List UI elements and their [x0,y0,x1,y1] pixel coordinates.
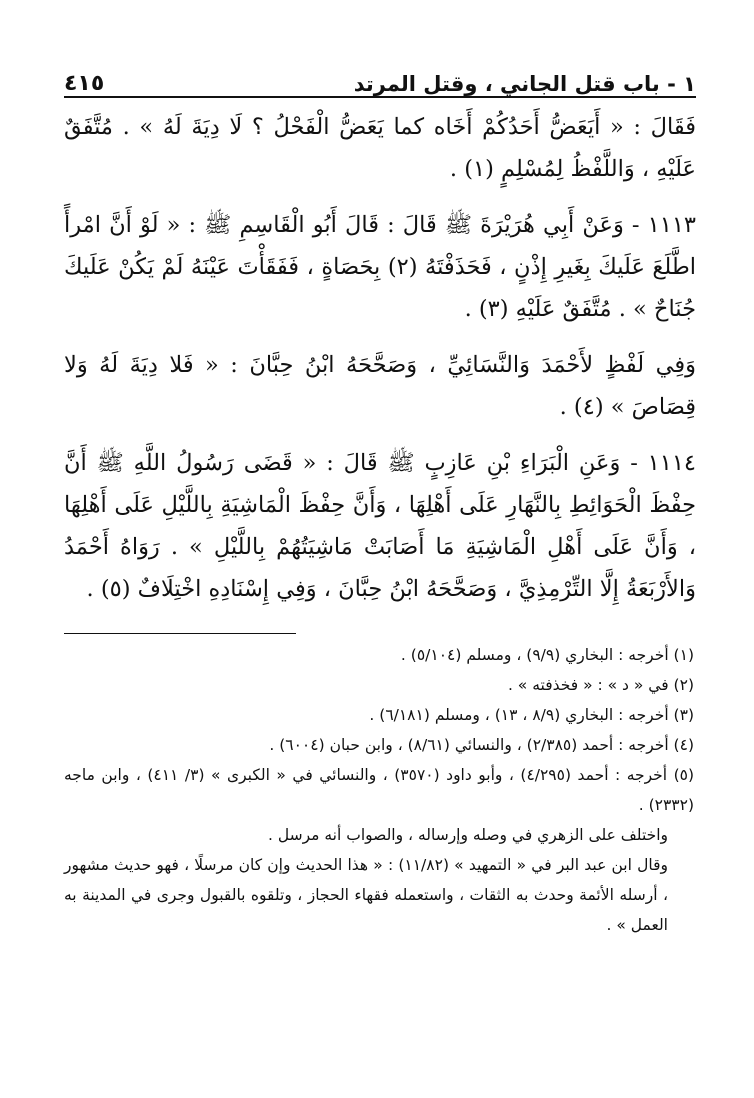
paragraph: فَقَالَ : « أَيَعَضُّ أَحَدُكُمْ أَخَاه كما يَعَضُّ الْفَحْلُ ؟ لَا دِيَةَ لَهُ » . مُتَّفَقٌ عَلَيْهِ ، وَاللَّفْظُ لِمُسْلِمٍ (١) . [64,114,696,182]
paragraph: وَفِي لَفْظٍ لأَحْمَدَ وَالنَّسَائِيِّ ، وَصَحَّحَهُ ابْنُ حِبَّانَ : « فَلا دِيَةَ لَهُ وَلا قِصَاصَ » (٤) . [64,352,696,420]
footnote: (٢) في « د » : « فخذفته » . [507,676,694,694]
chapter-title: ١ - باب قتل الجاني ، وقتل المرتد [353,72,696,96]
spacer [64,330,696,344]
footnote: (٤) أخرجه : أحمد (٢/٣٨٥) ، والنسائي (٨/٦١) ، وابن حبان (٦٠٠٤) . [269,736,694,754]
footnote: (٣) أخرجه : البخاري (٨/٩ ، ١٣) ، ومسلم (٦/١٨١) . [369,706,694,724]
footnotes [64,640,694,940]
footnote-rule [64,633,296,634]
page-number: ٤١٥ [64,71,105,96]
header-rule [64,96,696,98]
main-text [64,106,696,610]
page-header [64,56,696,96]
hadith-1114: ١١١٤ - وَعَنِ الْبَرَاءِ بْنِ عَازِبٍ ﷺ قَالَ : « قَضَى رَسُولُ اللَّهِ ﷺ أَنَّ حِفْظَ الْحَوَائِطِ بِالنَّهَارِ عَلَى أَهْلِهَا ، وَأَنَّ حِفْظَ الْمَاشِيَةِ بِاللَّيْلِ عَلَى أَهْلِهَا ، وَأَنَّ عَلَى أَهْلِ الْمَاشِيَةِ مَا أَصَابَتْ مَاشِيَتُهُمْ بِاللَّيْلِ » . رَوَاهُ أَحْمَدُ وَالأَرْبَعَةُ إِلَّا التِّرْمِذِيَّ ، وَصَحَّحَهُ ابْنُ حِبَّانَ ، وَفِي إِسْنَادِهِ اخْتِلَافٌ (٥) . [64,450,696,602]
footnote-note: واختلف على الزهري في وصله وإرساله ، والصواب أنه مرسل . [268,826,668,844]
hadith-1113: ١١١٣ - وَعَنْ أَبِي هُرَيْرَةَ ﷺ قَالَ : قَالَ أَبُو الْقَاسِمِ ﷺ : « لَوْ أَنَّ امْرأً اطَّلَعَ عَلَيكَ بِغَيرِ إِذْنٍ ، فَحَذَفْتَهُ (٢) بِحَصَاةٍ ، فَفَقَأْتَ عَيْنَهُ لَمْ يَكُنْ عَلَيكَ جُنَاحٌ » . مُتَّفَقٌ عَلَيْهِ (٣) . [64,212,696,322]
spacer [64,428,696,442]
spacer [64,190,696,204]
footnote-note: وقال ابن عبد البر في « التمهيد » (١١/٨٢) : « هذا الحديث وإن كان مرسلًا ، فهو حديث مشهور ، أرسله الأئمة وحدث به الثقات ، واستعمله فقهاء الحجاز ، وتلقوه بالقبول وجرى في المدينة به العمل » . [64,856,668,934]
footnote: (٥) أخرجه : أحمد (٤/٢٩٥) ، وأبو داود (٣٥٧٠) ، والنسائي في « الكبرى » (٣/ ٤١١) ، وابن ماجه (٢٣٣٢) . [64,766,695,814]
footnote: (١) أخرجه : البخاري (٩/٩) ، ومسلم (٥/١٠٤) . [400,646,694,664]
